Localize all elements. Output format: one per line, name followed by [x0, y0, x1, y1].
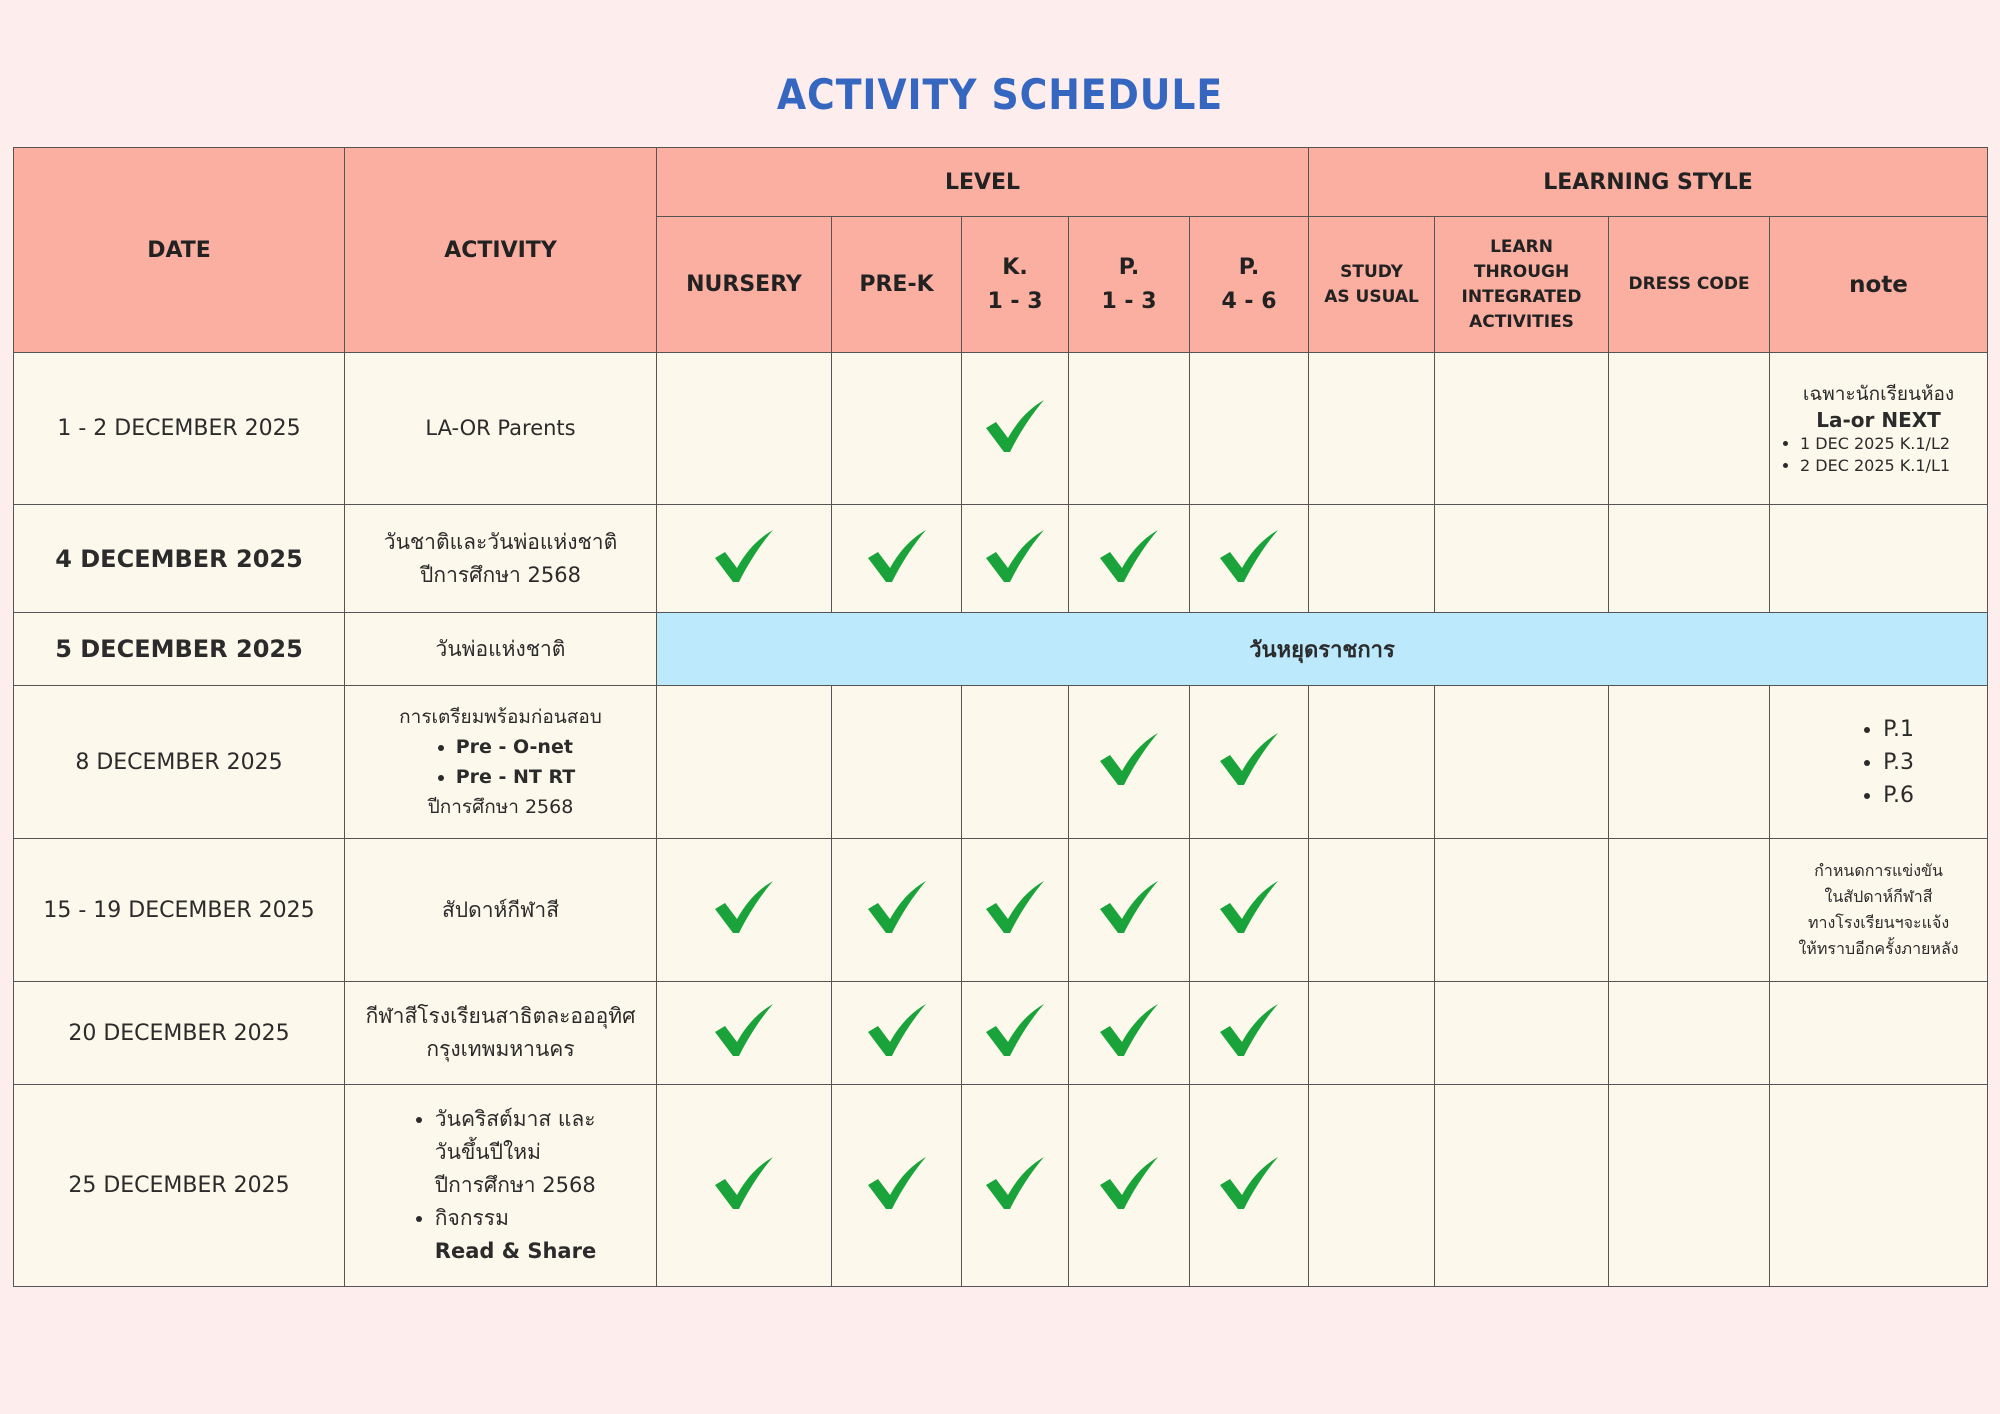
- date-cell: 1 - 2 DECEMBER 2025: [14, 353, 345, 505]
- activity-cell: วันชาติและวันพ่อแห่งชาติ ปีการศึกษา 2568: [345, 505, 657, 613]
- check-icon: [1098, 1002, 1160, 1060]
- cell-nursery: [657, 353, 832, 505]
- check-icon: [1218, 1002, 1280, 1060]
- cell-study: [1309, 353, 1435, 505]
- header-p46: P. 4 - 6: [1190, 217, 1309, 353]
- list-item: • P.1: [1883, 713, 1914, 746]
- cell-k13: [962, 982, 1069, 1085]
- cell-p46: [1190, 1085, 1309, 1287]
- check-icon: [984, 1155, 1046, 1213]
- header-study-as-usual: STUDY AS USUAL: [1309, 217, 1435, 353]
- cell-dress: [1609, 982, 1770, 1085]
- date-cell: 4 DECEMBER 2025: [14, 505, 345, 613]
- cell-prek: [832, 982, 962, 1085]
- cell-study: [1309, 1085, 1435, 1287]
- cell-learn: [1435, 982, 1609, 1085]
- check-icon: [1218, 879, 1280, 937]
- check-icon: [984, 528, 1046, 586]
- check-icon: [866, 1155, 928, 1213]
- note-cell: [1770, 1085, 1988, 1287]
- header-learning-style: LEARNING STYLE: [1309, 148, 1988, 217]
- note-cell: กำหนดการแข่งขัน ในสัปดาห์กีฬาสี ทางโรงเรียนฯจะแจ้ง ให้ทราบอีกครั้งภายหลัง: [1770, 839, 1988, 982]
- list-item: • Pre - NT RT: [456, 762, 576, 792]
- page-title: ACTIVITY SCHEDULE: [776, 70, 1224, 119]
- check-icon: [713, 1002, 775, 1060]
- header-dress-code: DRESS CODE: [1609, 217, 1770, 353]
- note-cell: [1770, 686, 1988, 839]
- cell-dress: [1609, 505, 1770, 613]
- cell-p13: [1069, 505, 1190, 613]
- cell-p46: [1190, 982, 1309, 1085]
- check-icon: [866, 1002, 928, 1060]
- cell-k13: [962, 353, 1069, 505]
- check-icon: [866, 879, 928, 937]
- list-item: • Pre - O-net: [456, 732, 576, 762]
- note-cell: [1770, 505, 1988, 613]
- check-icon: [984, 879, 1046, 937]
- cell-p13: [1069, 982, 1190, 1085]
- activity-cell: วันพ่อแห่งชาติ: [345, 613, 657, 686]
- cell-prek: [832, 686, 962, 839]
- header-learn-integrated: LEARN THROUGH INTEGRATED ACTIVITIES: [1435, 217, 1609, 353]
- check-icon: [1218, 731, 1280, 789]
- check-icon: [713, 528, 775, 586]
- cell-p46: [1190, 353, 1309, 505]
- check-icon: [866, 528, 928, 586]
- header-level: LEVEL: [657, 148, 1309, 217]
- note-list: [1843, 713, 1914, 812]
- holiday-banner: วันหยุดราชการ: [657, 613, 1988, 686]
- check-icon: [1098, 879, 1160, 937]
- cell-p13: [1069, 1085, 1190, 1287]
- cell-nursery: [657, 686, 832, 839]
- check-icon: [1218, 1155, 1280, 1213]
- cell-nursery: [657, 982, 832, 1085]
- header-date: DATE: [14, 148, 345, 353]
- list-item: • 1 DEC 2025 K.1/L2: [1800, 433, 1987, 455]
- list-item: • กิจกรรม Read & Share: [435, 1202, 596, 1268]
- cell-p46: [1190, 505, 1309, 613]
- cell-p46: [1190, 839, 1309, 982]
- table-row: [14, 1085, 1988, 1287]
- cell-p13: [1069, 353, 1190, 505]
- cell-learn: [1435, 1085, 1609, 1287]
- cell-k13: [962, 1085, 1069, 1287]
- check-icon: [984, 398, 1046, 456]
- cell-prek: [832, 1085, 962, 1287]
- cell-dress: [1609, 1085, 1770, 1287]
- check-icon: [1098, 1155, 1160, 1213]
- cell-study: [1309, 686, 1435, 839]
- table-row: [14, 505, 1988, 613]
- list-item: • วันคริสต์มาส และ วันขึ้นปีใหม่ ปีการศึกษา 2568: [435, 1103, 596, 1202]
- cell-nursery: [657, 505, 832, 613]
- cell-k13: [962, 505, 1069, 613]
- cell-dress: [1609, 839, 1770, 982]
- cell-p13: [1069, 686, 1190, 839]
- header-k13: K. 1 - 3: [962, 217, 1069, 353]
- cell-learn: [1435, 505, 1609, 613]
- cell-prek: [832, 353, 962, 505]
- note-cell: [1770, 982, 1988, 1085]
- cell-study: [1309, 982, 1435, 1085]
- activity-cell: [345, 1085, 657, 1287]
- table-row: [14, 839, 1988, 982]
- date-cell: 20 DECEMBER 2025: [14, 982, 345, 1085]
- header-activity: ACTIVITY: [345, 148, 657, 353]
- activity-cell: การเตรียมพร้อมก่อนสอบ • Pre - O-net • Pre - NT RT ปีการศึกษา 2568: [345, 686, 657, 839]
- date-cell: 25 DECEMBER 2025: [14, 1085, 345, 1287]
- check-icon: [713, 1155, 775, 1213]
- list-item: • 2 DEC 2025 K.1/L1: [1800, 455, 1987, 477]
- check-icon: [713, 879, 775, 937]
- table-row: [14, 686, 1988, 839]
- cell-dress: [1609, 686, 1770, 839]
- header-note: note: [1770, 217, 1988, 353]
- cell-study: [1309, 505, 1435, 613]
- note-cell: เฉพาะนักเรียนห้อง La-or NEXT • 1 DEC 2025 K.1/L2 • 2 DEC 2025 K.1/L1: [1770, 353, 1988, 505]
- date-cell: 8 DECEMBER 2025: [14, 686, 345, 839]
- cell-learn: [1435, 839, 1609, 982]
- cell-learn: [1435, 686, 1609, 839]
- list-item: • P.6: [1883, 779, 1914, 812]
- check-icon: [1098, 731, 1160, 789]
- date-cell: 15 - 19 DECEMBER 2025: [14, 839, 345, 982]
- cell-study: [1309, 839, 1435, 982]
- schedule-table: [13, 147, 1988, 1287]
- list-item: • P.3: [1883, 746, 1914, 779]
- cell-dress: [1609, 353, 1770, 505]
- cell-nursery: [657, 1085, 832, 1287]
- header-prek: PRE-K: [832, 217, 962, 353]
- check-icon: [1218, 528, 1280, 586]
- cell-prek: [832, 839, 962, 982]
- cell-p46: [1190, 686, 1309, 839]
- note-list: [1770, 433, 1987, 477]
- cell-k13: [962, 839, 1069, 982]
- table-row: [14, 613, 1988, 686]
- activity-cell: LA-OR Parents: [345, 353, 657, 505]
- cell-prek: [832, 505, 962, 613]
- header-p13: P. 1 - 3: [1069, 217, 1190, 353]
- header-nursery: NURSERY: [657, 217, 832, 353]
- date-cell: 5 DECEMBER 2025: [14, 613, 345, 686]
- table-row: [14, 982, 1988, 1085]
- cell-p13: [1069, 839, 1190, 982]
- cell-learn: [1435, 353, 1609, 505]
- activity-cell: สัปดาห์กีฬาสี: [345, 839, 657, 982]
- check-icon: [1098, 528, 1160, 586]
- activity-cell: กีฬาสีโรงเรียนสาธิตละอออุทิศ กรุงเทพมหานคร: [345, 982, 657, 1085]
- table-row: [14, 353, 1988, 505]
- cell-nursery: [657, 839, 832, 982]
- check-icon: [984, 1002, 1046, 1060]
- cell-k13: [962, 686, 1069, 839]
